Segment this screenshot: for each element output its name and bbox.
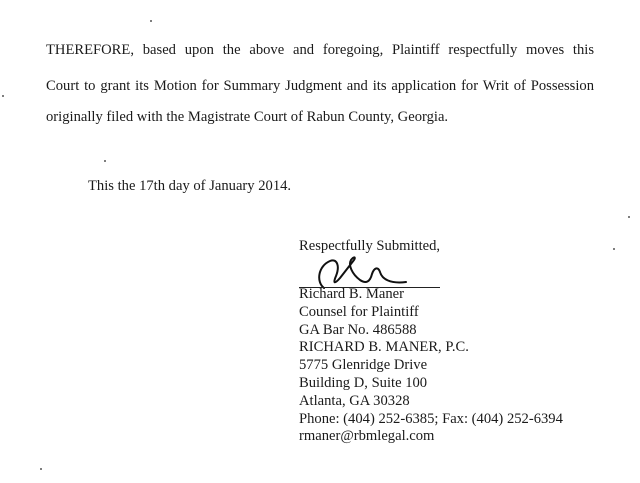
- attorney-role: Counsel for Plaintiff: [299, 303, 419, 320]
- body-paragraph-line-3: originally filed with the Magistrate Court of Rabun County, Georgia.: [46, 109, 449, 125]
- address-suite: Building D, Suite 100: [299, 374, 428, 391]
- scan-speck: [40, 468, 42, 470]
- scan-speck: [2, 95, 4, 97]
- email-address: rmaner@rbmlegal.com: [299, 428, 435, 445]
- scan-speck: [628, 216, 630, 218]
- address-city: Atlanta, GA 30328: [299, 392, 410, 409]
- firm-name: RICHARD B. MANER, P.C.: [299, 339, 469, 356]
- scan-speck: [104, 160, 106, 162]
- bar-number: GA Bar No. 486588: [299, 321, 417, 338]
- closing-line: Respectfully Submitted,: [299, 238, 441, 254]
- phone-fax: Phone: (404) 252-6385; Fax: (404) 252-6394: [299, 410, 563, 427]
- body-paragraph-line-1: THEREFORE, based upon the above and foregoing, Plaintiff respectfully moves this: [46, 42, 594, 58]
- address-street: 5775 Glenridge Drive: [299, 357, 428, 374]
- scan-speck: [613, 248, 615, 250]
- body-paragraph-line-2: Court to grant its Motion for Summary Judgment and its application for Writ of Possession: [46, 78, 594, 94]
- date-line: This the 17th day of January 2014.: [88, 178, 292, 194]
- attorney-name: Richard B. Maner: [299, 286, 404, 302]
- signature-block: [299, 286, 563, 446]
- scan-speck: [150, 20, 152, 22]
